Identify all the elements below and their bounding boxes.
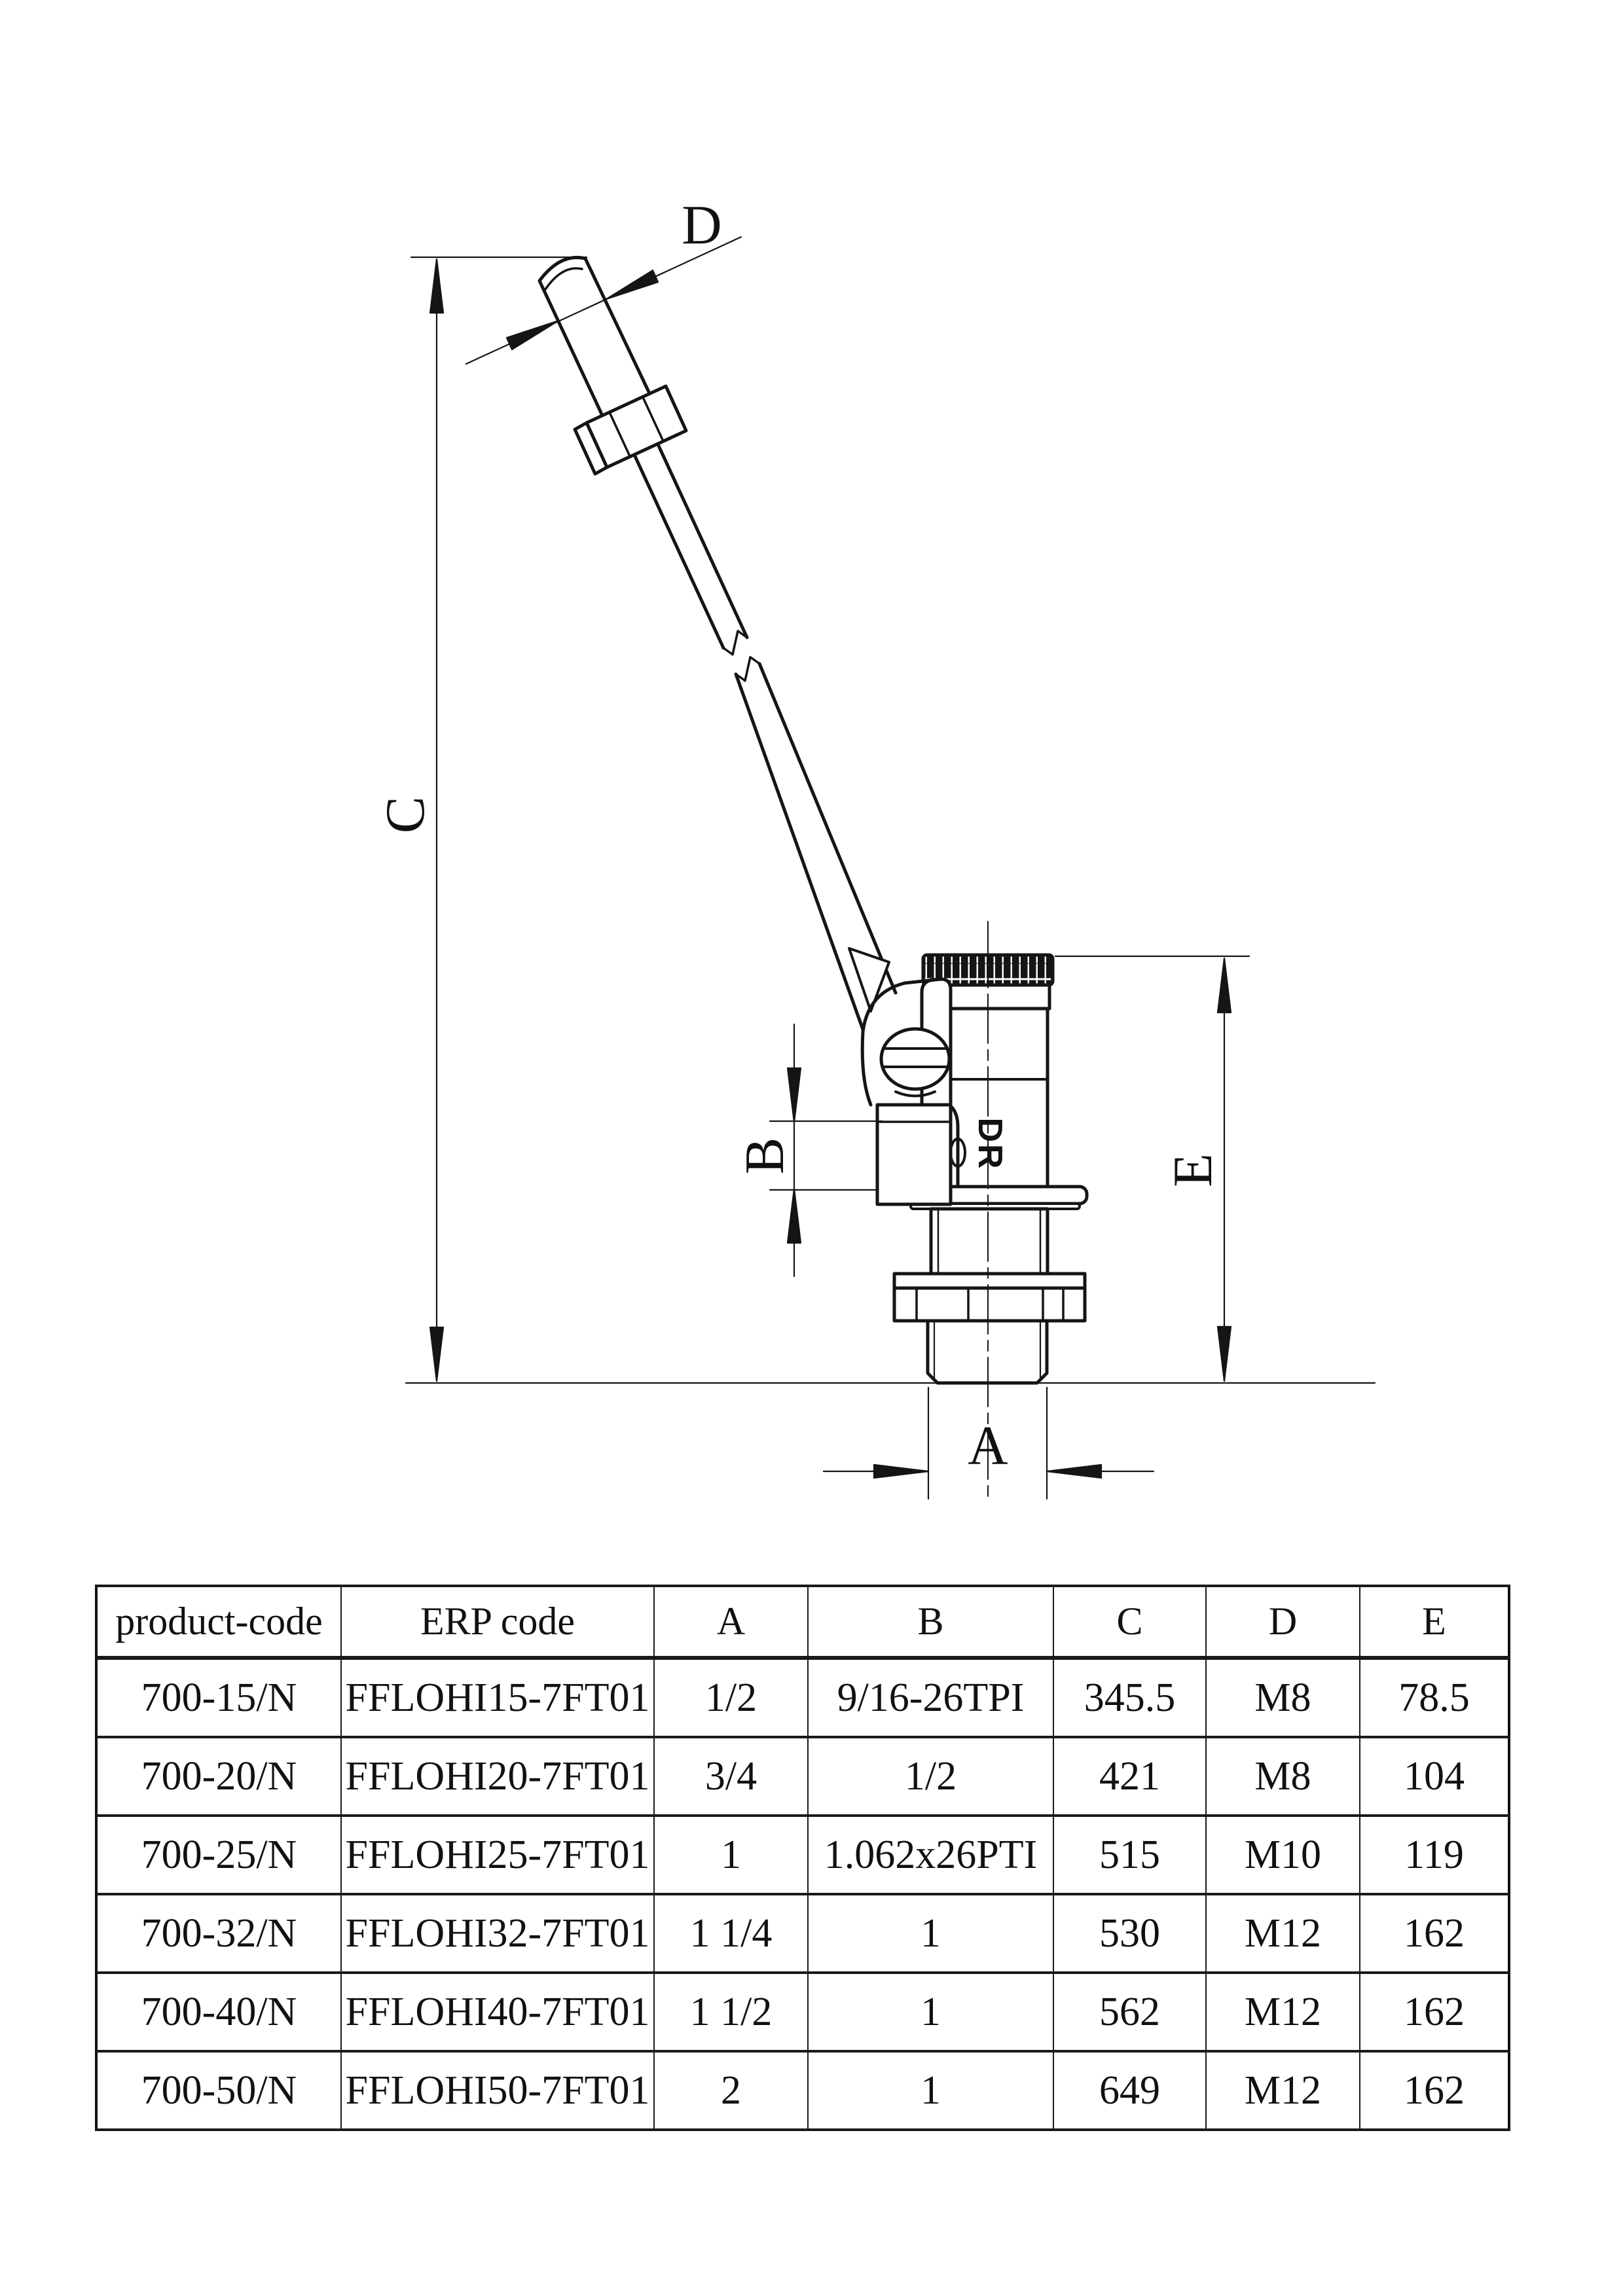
cell-erp-code: FFLOHI25-7FT01 <box>341 1816 654 1894</box>
rod-edge <box>634 455 723 648</box>
table-row <box>96 2051 1509 2130</box>
rod-break-line <box>723 631 747 655</box>
dimension-B <box>734 1024 883 1276</box>
lever-handle <box>539 257 896 1030</box>
cell-e: 162 <box>1360 1973 1509 2051</box>
cell-c: 562 <box>1053 1973 1206 2051</box>
rod-tip-wedge <box>849 948 889 1011</box>
cell-d: M12 <box>1206 1973 1360 2051</box>
body-marking-dr: DR <box>971 1117 1009 1171</box>
cell-b: 1 <box>808 1894 1053 1973</box>
cell-c: 421 <box>1053 1737 1206 1816</box>
col-header-a: A <box>654 1586 808 1658</box>
arrowhead-up <box>430 259 443 313</box>
cell-c: 530 <box>1053 1894 1206 1973</box>
col-header-product-code: product-code <box>96 1586 341 1658</box>
cell-erp-code: FFLOHI15-7FT01 <box>341 1658 654 1737</box>
col-header-c: C <box>1053 1586 1206 1658</box>
table-row <box>96 1894 1509 1973</box>
col-header-erp-code: ERP code <box>341 1586 654 1658</box>
cell-a: 1 <box>654 1816 808 1894</box>
dim-label-A: A <box>968 1415 1008 1477</box>
table-row <box>96 1737 1509 1816</box>
cell-e: 162 <box>1360 1894 1509 1973</box>
arrowhead-left <box>1047 1465 1101 1478</box>
cell-e: 104 <box>1360 1737 1509 1816</box>
cell-product-code: 700-15/N <box>96 1658 341 1737</box>
cell-a: 1 1/4 <box>654 1894 808 1973</box>
cell-c: 649 <box>1053 2051 1206 2130</box>
cell-a: 1/2 <box>654 1658 808 1737</box>
cell-d: M12 <box>1206 1894 1360 1973</box>
arrowhead-right <box>874 1465 928 1478</box>
cell-erp-code: FFLOHI20-7FT01 <box>341 1737 654 1816</box>
mount-hex-nut <box>894 1274 1085 1321</box>
spec-table-header <box>96 1586 1509 1658</box>
cell-d: M12 <box>1206 2051 1360 2130</box>
cell-a: 1 1/2 <box>654 1973 808 2051</box>
cell-e: 119 <box>1360 1816 1509 1894</box>
arrowhead-down <box>788 1068 801 1122</box>
rod-edge <box>759 664 896 993</box>
table-row <box>96 1658 1509 1737</box>
arrowhead-up <box>788 1189 801 1243</box>
cell-b: 1 <box>808 2051 1053 2130</box>
spec-table <box>95 1585 1510 2131</box>
cell-d: M8 <box>1206 1737 1360 1816</box>
cell-product-code: 700-40/N <box>96 1973 341 2051</box>
rod-edge <box>736 674 863 1030</box>
col-header-e: E <box>1360 1586 1509 1658</box>
table-row <box>96 1973 1509 2051</box>
bracket-arm-edge <box>862 1031 871 1105</box>
arrowhead-down <box>430 1327 443 1381</box>
table-row <box>96 1816 1509 1894</box>
dim-label-B: B <box>734 1137 795 1175</box>
cell-product-code: 700-25/N <box>96 1816 341 1894</box>
cell-b: 1.062x26PTI <box>808 1816 1053 1894</box>
pivot-screw <box>881 1029 949 1089</box>
col-header-d: D <box>1206 1586 1360 1658</box>
dim-label-D: D <box>682 194 722 256</box>
cell-c: 515 <box>1053 1816 1206 1894</box>
rod-edge <box>658 444 747 637</box>
cell-c: 345.5 <box>1053 1658 1206 1737</box>
cell-product-code: 700-50/N <box>96 2051 341 2130</box>
cell-product-code: 700-20/N <box>96 1737 341 1816</box>
lower-tube <box>931 1209 1048 1274</box>
cell-erp-code: FFLOHI50-7FT01 <box>341 2051 654 2130</box>
rod-break-line <box>736 657 759 681</box>
cell-e: 78.5 <box>1360 1658 1509 1737</box>
dimension-C <box>374 257 587 1381</box>
dim-label-C: C <box>374 796 436 834</box>
cell-e: 162 <box>1360 2051 1509 2130</box>
arrowhead-up <box>1218 958 1231 1013</box>
cell-a: 3/4 <box>654 1737 808 1816</box>
dim-label-E: E <box>1162 1153 1224 1187</box>
arrowhead-down <box>1218 1327 1231 1381</box>
cell-b: 1/2 <box>808 1737 1053 1816</box>
lever-bracket <box>862 979 958 1204</box>
cell-d: M10 <box>1206 1816 1360 1894</box>
cell-b: 9/16-26TPI <box>808 1658 1053 1737</box>
col-header-b: B <box>808 1586 1053 1658</box>
cell-d: M8 <box>1206 1658 1360 1737</box>
arrowhead <box>507 321 558 350</box>
arrowhead <box>606 270 658 299</box>
cell-b: 1 <box>808 1973 1053 2051</box>
cell-product-code: 700-32/N <box>96 1894 341 1973</box>
cell-erp-code: FFLOHI40-7FT01 <box>341 1973 654 2051</box>
cell-erp-code: FFLOHI32-7FT01 <box>341 1894 654 1973</box>
cell-a: 2 <box>654 2051 808 2130</box>
table-header-row <box>96 1586 1509 1658</box>
clamp-block <box>877 1105 951 1204</box>
